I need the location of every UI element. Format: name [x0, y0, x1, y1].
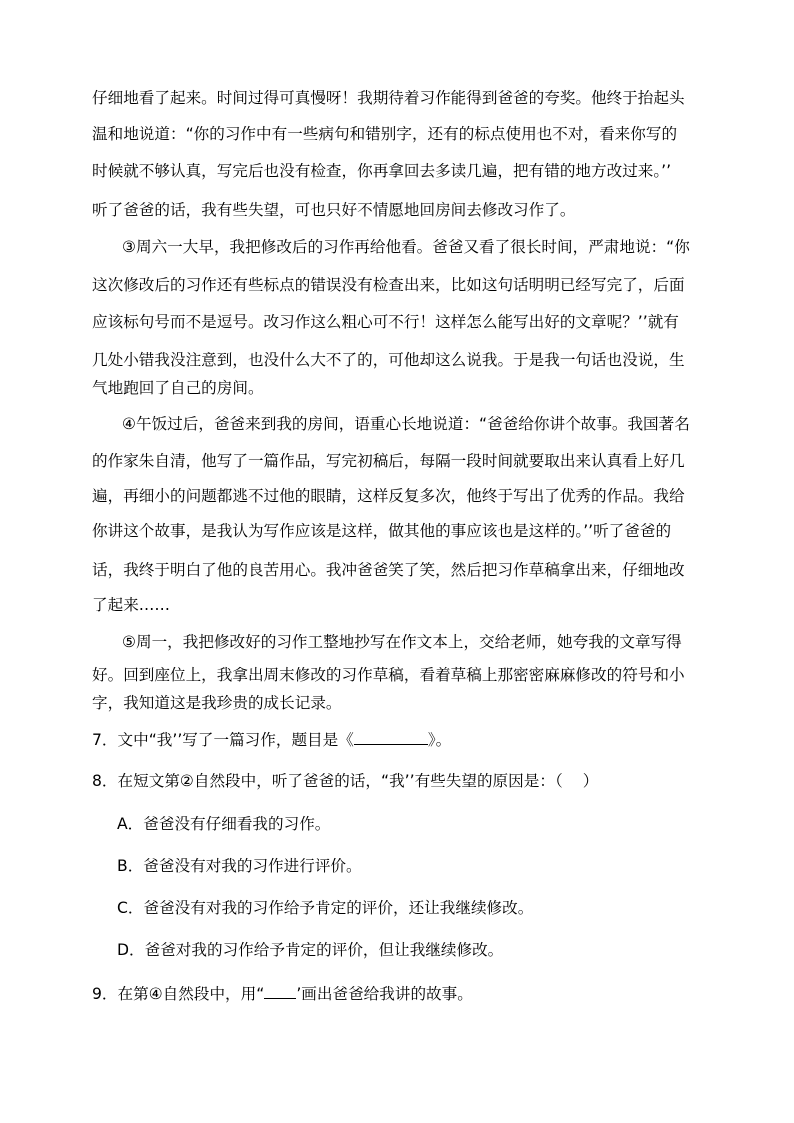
- q9-prefix: 9．在第④自然段中，用“: [92, 985, 265, 1003]
- p5-line-2: 好。回到座位上，我拿出周末修改的习作草稿，看着草稿上那密密麻麻修改的符号和小: [92, 666, 685, 684]
- q8-option-b[interactable]: B．爸爸没有对我的习作进行评价。: [117, 857, 362, 875]
- p4-line-6: 了起来……: [92, 596, 170, 614]
- q8-option-d[interactable]: D．爸爸对我的习作给予肯定的评价，但让我继续修改。: [117, 941, 504, 959]
- q8-text: 8．在短文第②自然段中，听了爸爸的话，“我’’有些失望的原因是：（: [92, 772, 563, 790]
- p3-line-1: ③周六一大早，我把修改后的习作再给他看。爸爸又看了很长时间，严肃地说：“你: [122, 238, 690, 256]
- p2-line-3: 时候就不够认真，写完后也没有检查，你再拿回去多读几遍，把有错的地方改过来。’’: [92, 162, 672, 180]
- p4-line-5: 话，我终于明白了他的良苦用心。我冲爸爸笑了笑，然后把习作草稿拿出来，仔细地改: [92, 561, 685, 579]
- p5-line-3: 字，我知道这是我珍贵的成长记录。: [92, 694, 342, 712]
- p2-line-4: 听了爸爸的话，我有些失望，可也只好不情愿地回房间去修改习作了。: [92, 201, 576, 219]
- p3-line-3: 应该标句号而不是逗号。改习作这么粗心可不行！这样怎么能写出好的文章呢？’’就有: [92, 313, 679, 331]
- p4-line-1: ④午饭过后，爸爸来到我的房间，语重心长地说道：“爸爸给你讲个故事。我国著名: [122, 415, 690, 433]
- question-7: [92, 730, 451, 750]
- p4-line-2: 的作家朱自清，他写了一篇作品，写完初稿后，每隔一段时间就要取出来认真看上好几: [92, 452, 685, 470]
- q8-option-c[interactable]: C．爸爸没有对我的习作给予肯定的评价，还让我继续修改。: [117, 899, 534, 917]
- p3-line-2: 这次修改后的习作还有些标点的错误没有检查出来，比如这句话明明已经写完了，后面: [92, 276, 685, 294]
- p3-line-4: 几处小错我没注意到，也没什么大不了的，可他却这么说我。于是我一句话也没说，生: [92, 351, 685, 369]
- q7-suffix: 》。: [427, 731, 452, 749]
- q8-option-a[interactable]: A．爸爸没有仔细看我的习作。: [117, 815, 331, 833]
- q8-close: ）: [582, 772, 599, 790]
- p3-line-5: 气地跑回了自己的房间。: [92, 379, 264, 397]
- p2-line-1: 仔细地看了起来。时间过得可真慢呀！我期待着习作能得到爸爸的夸奖。他终于抬起头: [92, 89, 685, 107]
- p4-line-4: 你讲这个故事，是我认为写作应该是这样，做其他的事应该也是这样的。’’听了爸爸的: [92, 522, 672, 540]
- q7-prefix: 7．文中“我’’写了一篇习作，题目是《: [92, 731, 354, 749]
- p5-line-1: ⑤周一，我把修改好的习作工整地抄写在作文本上，交给老师，她夸我的文章写得: [122, 633, 682, 651]
- q9-suffix: ’画出爸爸给我讲的故事。: [296, 985, 473, 1003]
- p4-line-3: 遍，再细小的问题都逃不过他的眼睛，这样反复多次，他终于写出了优秀的作品。我给: [92, 487, 685, 505]
- question-8: [92, 771, 598, 791]
- p2-line-2: 温和地说道：“你的习作中有一些病句和错别字，还有的标点使用也不对，看来你写的: [92, 125, 678, 143]
- q7-answer-blank[interactable]: [354, 730, 428, 745]
- question-9: [92, 984, 473, 1004]
- underline-mark-sample: [264, 986, 296, 999]
